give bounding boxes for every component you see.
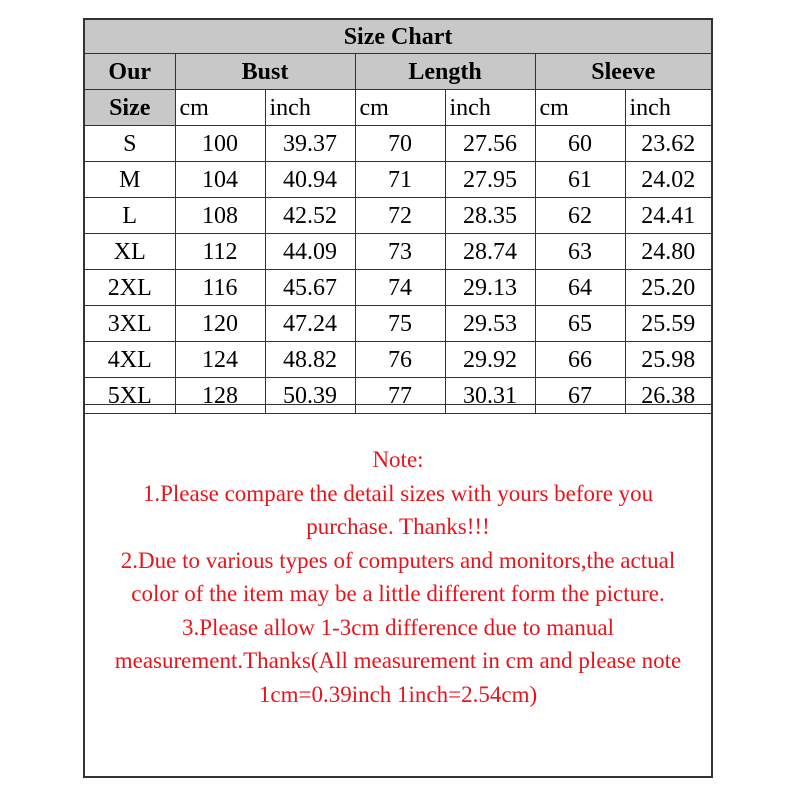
sleeve-cm-cell: 67 xyxy=(535,378,625,414)
unit-label: cm xyxy=(535,90,625,126)
our-size-header-line2: Size xyxy=(85,90,175,126)
sleeve-cm-cell: 60 xyxy=(535,126,625,162)
length-inch-cell: 28.35 xyxy=(445,198,535,234)
bust-inch-cell: 40.94 xyxy=(265,162,355,198)
length-inch-cell: 28.74 xyxy=(445,234,535,270)
size-cell: M xyxy=(85,162,175,198)
sleeve-cm-cell: 66 xyxy=(535,342,625,378)
sleeve-inch-cell: 26.38 xyxy=(625,378,711,414)
size-cell: S xyxy=(85,126,175,162)
sleeve-inch-cell: 25.98 xyxy=(625,342,711,378)
bust-cm-cell: 100 xyxy=(175,126,265,162)
bust-inch-cell: 39.37 xyxy=(265,126,355,162)
table-row xyxy=(85,198,711,234)
bust-inch-cell: 47.24 xyxy=(265,306,355,342)
bust-inch-cell: 42.52 xyxy=(265,198,355,234)
table-row xyxy=(85,162,711,198)
table-row xyxy=(85,234,711,270)
length-cm-cell: 77 xyxy=(355,378,445,414)
sleeve-inch-cell: 24.02 xyxy=(625,162,711,198)
length-inch-cell: 27.95 xyxy=(445,162,535,198)
title-row xyxy=(85,20,711,54)
length-cm-cell: 76 xyxy=(355,342,445,378)
length-inch-cell: 30.31 xyxy=(445,378,535,414)
bust-cm-cell: 112 xyxy=(175,234,265,270)
table-row xyxy=(85,126,711,162)
size-cell: XL xyxy=(85,234,175,270)
unit-header-row xyxy=(85,90,711,126)
sleeve-header: Sleeve xyxy=(535,54,711,90)
note-line-1: 1.Please compare the detail sizes with yours before you purchase. Thanks!!! xyxy=(142,480,654,539)
length-cm-cell: 70 xyxy=(355,126,445,162)
length-cm-cell: 72 xyxy=(355,198,445,234)
length-header: Length xyxy=(355,54,535,90)
length-cm-cell: 74 xyxy=(355,270,445,306)
unit-label: inch xyxy=(445,90,535,126)
table-row xyxy=(85,270,711,306)
unit-label: cm xyxy=(355,90,445,126)
sleeve-cm-cell: 62 xyxy=(535,198,625,234)
length-cm-cell: 71 xyxy=(355,162,445,198)
bust-cm-cell: 108 xyxy=(175,198,265,234)
bust-cm-cell: 124 xyxy=(175,342,265,378)
sleeve-cm-cell: 64 xyxy=(535,270,625,306)
bust-cm-cell: 104 xyxy=(175,162,265,198)
sleeve-cm-cell: 63 xyxy=(535,234,625,270)
group-header-row xyxy=(85,54,711,90)
size-chart xyxy=(83,18,713,778)
table-row xyxy=(85,342,711,378)
bust-inch-cell: 45.67 xyxy=(265,270,355,306)
length-inch-cell: 29.53 xyxy=(445,306,535,342)
table-row xyxy=(85,306,711,342)
bust-cm-cell: 128 xyxy=(175,378,265,414)
size-cell: 2XL xyxy=(85,270,175,306)
note-heading: Note: xyxy=(372,447,424,472)
size-cell: 4XL xyxy=(85,342,175,378)
note-line-2: 2.Due to various types of computers and monitors,the actual color of the item may be a little different form the picture. xyxy=(120,547,676,606)
sleeve-inch-cell: 24.41 xyxy=(625,198,711,234)
unit-label: inch xyxy=(625,90,711,126)
bust-header: Bust xyxy=(175,54,355,90)
length-inch-cell: 27.56 xyxy=(445,126,535,162)
size-cell: 3XL xyxy=(85,306,175,342)
size-rows xyxy=(85,126,711,414)
sleeve-cm-cell: 61 xyxy=(535,162,625,198)
length-cm-cell: 73 xyxy=(355,234,445,270)
bust-cm-cell: 116 xyxy=(175,270,265,306)
bust-inch-cell: 50.39 xyxy=(265,378,355,414)
sleeve-cm-cell: 65 xyxy=(535,306,625,342)
sleeve-inch-cell: 25.20 xyxy=(625,270,711,306)
sleeve-inch-cell: 23.62 xyxy=(625,126,711,162)
length-cm-cell: 75 xyxy=(355,306,445,342)
length-inch-cell: 29.13 xyxy=(445,270,535,306)
sleeve-inch-cell: 24.80 xyxy=(625,234,711,270)
our-size-header: Our xyxy=(85,54,175,90)
unit-label: inch xyxy=(265,90,355,126)
size-cell: L xyxy=(85,198,175,234)
size-cell: 5XL xyxy=(85,378,175,414)
note-section xyxy=(85,404,711,776)
table-title: Size Chart xyxy=(85,20,711,54)
bust-cm-cell: 120 xyxy=(175,306,265,342)
unit-label: cm xyxy=(175,90,265,126)
bust-inch-cell: 44.09 xyxy=(265,234,355,270)
length-inch-cell: 29.92 xyxy=(445,342,535,378)
size-table xyxy=(85,20,711,414)
sleeve-inch-cell: 25.59 xyxy=(625,306,711,342)
note-line-3: 3.Please allow 1-3cm difference due to manual measurement.Thanks(All measurement in cm and please note 1cm=0.39inch 1inch=2.54cm) xyxy=(114,614,682,707)
bust-inch-cell: 48.82 xyxy=(265,342,355,378)
